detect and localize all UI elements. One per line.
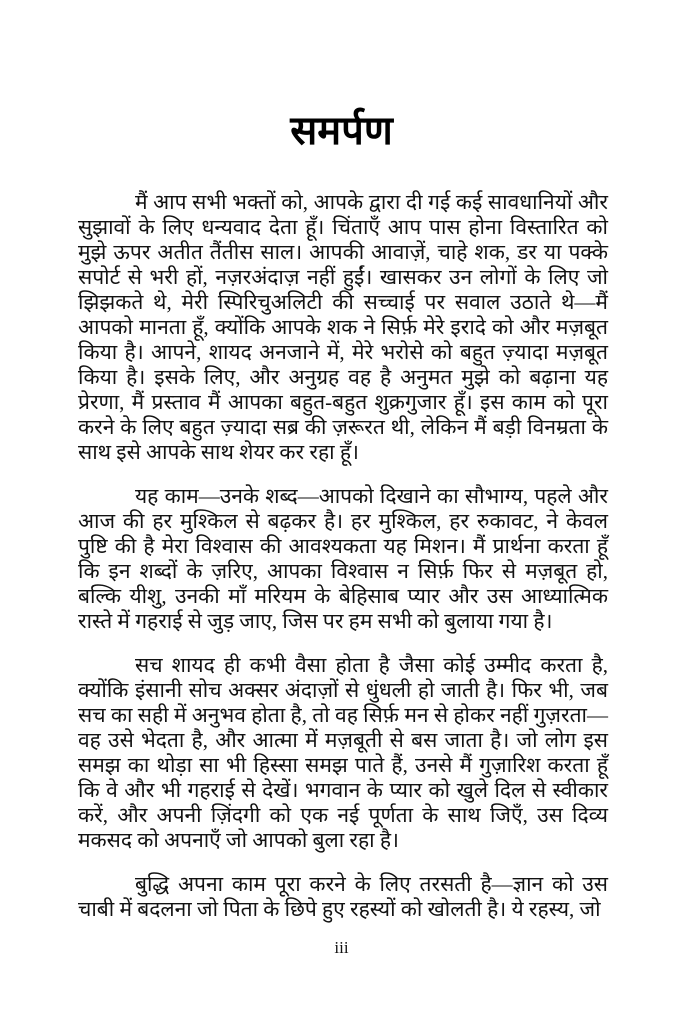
page-body [78, 190, 608, 941]
page-number: iii [334, 938, 349, 957]
body-paragraph: बुद्धि अपना काम पूरा करने के लिए तरसती है—ज्ञान को उस चाबी में बदलना जो पिता के छिपे हुए रहस्यों को खोलती है। ये रहस्य, जो [78, 872, 608, 921]
page-footer [0, 938, 683, 958]
chapter-title: समर्पण [290, 108, 393, 154]
body-paragraph: यह काम—उनके शब्द—आपको दिखाने का सौभाग्य, पहले और आज की हर मुश्किल से बढ़कर है। हर मुश्किल, हर रुकावट, ने केवल पुष्टि की है मेरा विश्वास की आवश्यकता यह मिशन। मैं प्रार्थना करता हूँ कि इन शब्दों के ज़रिए, आपका विश्वास न सिर्फ़ फिर से मज़बूत हो, बल्कि यीशु, उनकी माँ मरियम के बेहिसाब प्यार और उस आध्यात्मिक रास्ते में गहराई से जुड़ जाए, जिस पर हम सभी को बुलाया गया है। [78, 484, 608, 633]
body-paragraph: मैं आप सभी भक्तों को, आपके द्वारा दी गई कई सावधानियों और सुझावों के लिए धन्यवाद देता हूँ। चिंताएँ आप पास होना विस्तारित को मुझे ऊपर अतीत तैंतीस साल। आपकी आवाज़ें, चाहे शक, डर या पक्के सपोर्ट से भरी हों, नज़रअंदाज़ नहीं हुईं। खासकर उन लोगों के लिए जो झिझकते थे, मेरी स्पिरिचुअलिटी की सच्चाई पर सवाल उठाते थे—मैं आपको मानता हूँ, क्योंकि आपके शक ने सिर्फ़ मेरे इरादे को और मज़बूत किया है। आपने, शायद अनजाने में, मेरे भरोसे को बहुत ज़्यादा मज़बूत किया है। इसके लिए, और अनुग्रह वह है अनुमत मुझे को बढ़ाना यह प्रेरणा, मैं प्रस्ताव मैं आपका बहुत-बहुत शुक्रगुजार हूँ। इस काम को पूरा करने के लिए बहुत ज़्यादा सब्र की ज़रूरत थी, लेकिन मैं बड़ी विनम्रता के साथ इसे आपके साथ शेयर कर रहा हूँ। [78, 190, 608, 464]
body-paragraph: सच शायद ही कभी वैसा होता है जैसा कोई उम्मीद करता है, क्योंकि इंसानी सोच अक्सर अंदाज़ों से धुंधली हो जाती है। फिर भी, जब सच का सही में अनुभव होता है, तो वह सिर्फ़ मन से होकर नहीं गुज़रता—वह उसे भेदता है, और आत्मा में मज़बूती से बस जाता है। जो लोग इस समझ का थोड़ा सा भी हिस्सा समझ पाते हैं, उनसे मैं गुज़ारिश करता हूँ कि वे और भी गहराई से देखें। भगवान के प्यार को खुले दिल से स्वीकार करें, और अपनी ज़िंदगी को एक नई पूर्णता के साथ जिएँ, उस दिव्य मकसद को अपनाएँ जो आपको बुला रहा है। [78, 653, 608, 852]
